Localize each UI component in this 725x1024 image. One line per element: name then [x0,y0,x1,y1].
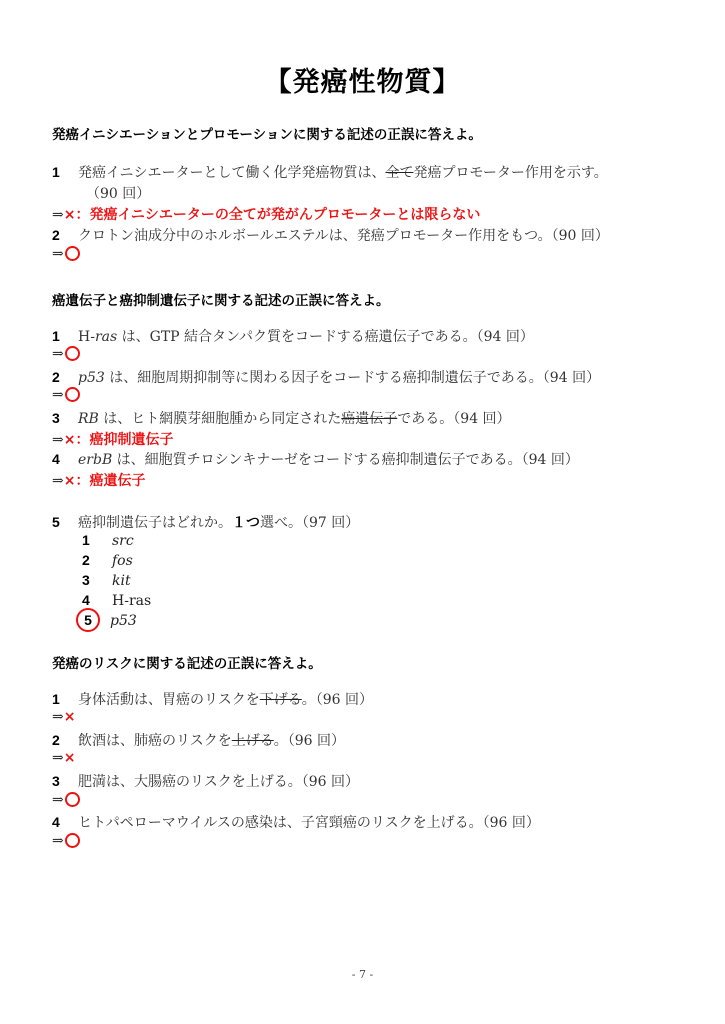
section-heading-initiation: 発癌イニシエーションとプロモーションに関する記述の正誤に答えよ。 [52,127,482,143]
arrow-icon: ⇒ [52,709,64,725]
question-number: 1 [52,691,60,707]
arrow-icon: ⇒ [52,833,64,849]
struck-text: 癌遺伝子 [341,411,398,427]
option-5-selected: 5 p53 [82,608,137,632]
question-number: 2 [52,732,60,748]
answer-1-2 [52,246,80,262]
answer-2-4 [52,470,145,490]
answer-2-1 [52,346,80,362]
question-number: 3 [52,773,60,789]
cross-mark-icon: × [63,473,76,489]
option-3: 3 kit [82,572,131,589]
question-number: 3 [52,410,60,426]
cross-mark-icon: × [63,432,76,448]
circle-mark-icon [65,833,80,848]
struck-text: 上げる [231,733,274,749]
question-2-2: 2 p53 は、細胞周期抑制等に関わる因子をコードする癌抑制遺伝子である。（94 回） [52,369,601,386]
arrow-icon: ⇒ [52,473,64,489]
answer-3-1 [52,709,75,725]
answer-3-3 [52,792,80,808]
question-3-4: 4 ヒトパペローマウイルスの感染は、子宮頸癌のリスクを上げる。（96 回） [52,814,540,831]
section-heading-risk: 発癌のリスクに関する記述の正誤に答えよ。 [52,656,322,672]
arrow-icon: ⇒ [52,346,64,362]
page-number: - 7 - [351,968,374,981]
answer-2-3 [52,429,173,449]
question-number: 1 [52,164,60,180]
answer-explanation: ：発癌イニシエーターの全てが発がんプロモーターとは限らない [75,207,481,223]
question-1-1: 1 発癌イニシエーターとして働く化学発癌物質は、全て発癌プロモーター作用を示す。 [52,164,608,181]
circle-mark-icon [65,387,80,402]
question-number: 4 [52,451,60,467]
arrow-icon: ⇒ [52,387,64,403]
question-2-3: 3 RB は、ヒト網膜芽細胞腫から同定された癌遺伝子である。（94 回） [52,410,511,427]
cross-mark-icon: × [63,709,76,725]
answer-explanation: ：癌遺伝子 [75,473,146,489]
answer-3-2 [52,750,75,766]
arrow-icon: ⇒ [52,750,64,766]
circle-mark-icon [65,346,80,361]
question-3-3: 3 肥満は、大腸癌のリスクを上げる。（96 回） [52,773,359,790]
option-2: 2 fos [82,552,133,569]
question-1-1-cont: （90 回） [86,186,151,202]
cross-mark-icon: × [63,750,76,766]
arrow-icon: ⇒ [52,792,64,808]
question-2-5: 5 癌抑制遺伝子はどれか。１つ選べ。（97 回） [52,514,360,531]
option-1: 1 src [82,532,134,549]
option-4: 4 H-ras [82,592,152,609]
question-number: 2 [52,227,60,243]
selected-answer-circle: 5 [76,608,100,632]
question-number: 1 [52,328,60,344]
question-number: 2 [52,369,60,385]
question-3-1: 1 身体活動は、胃癌のリスクを下げる。（96 回） [52,691,373,708]
arrow-icon: ⇒ [52,432,64,448]
cross-mark-icon: × [63,207,76,223]
page-title: 【発癌性物質】 [264,67,461,98]
circle-mark-icon [65,792,80,807]
answer-3-4 [52,833,80,849]
answer-explanation: ：癌抑制遺伝子 [75,432,174,448]
struck-text: 全て [385,165,414,181]
question-number: 4 [52,814,60,830]
struck-text: 下げる [259,692,302,708]
answer-2-2 [52,387,80,403]
question-2-1: 1 H-ras は、GTP 結合タンパク質をコードする癌遺伝子である。（94 回） [52,328,534,345]
question-2-4: 4 erbB は、細胞質チロシンキナーゼをコードする癌抑制遺伝子である。（94 回） [52,451,579,468]
question-1-2: 2 クロトン油成分中のホルボールエステルは、発癌プロモーター作用をもつ。（90 回） [52,227,609,244]
question-3-2: 2 飲酒は、肺癌のリスクを上げる。（96 回） [52,732,345,749]
arrow-icon: ⇒ [52,246,64,262]
circle-mark-icon [65,246,80,261]
arrow-icon: ⇒ [52,207,64,223]
answer-1-1 [52,204,480,224]
question-number: 5 [52,514,60,530]
section-heading-oncogenes: 癌遺伝子と癌抑制遺伝子に関する記述の正誤に答えよ。 [52,293,390,309]
